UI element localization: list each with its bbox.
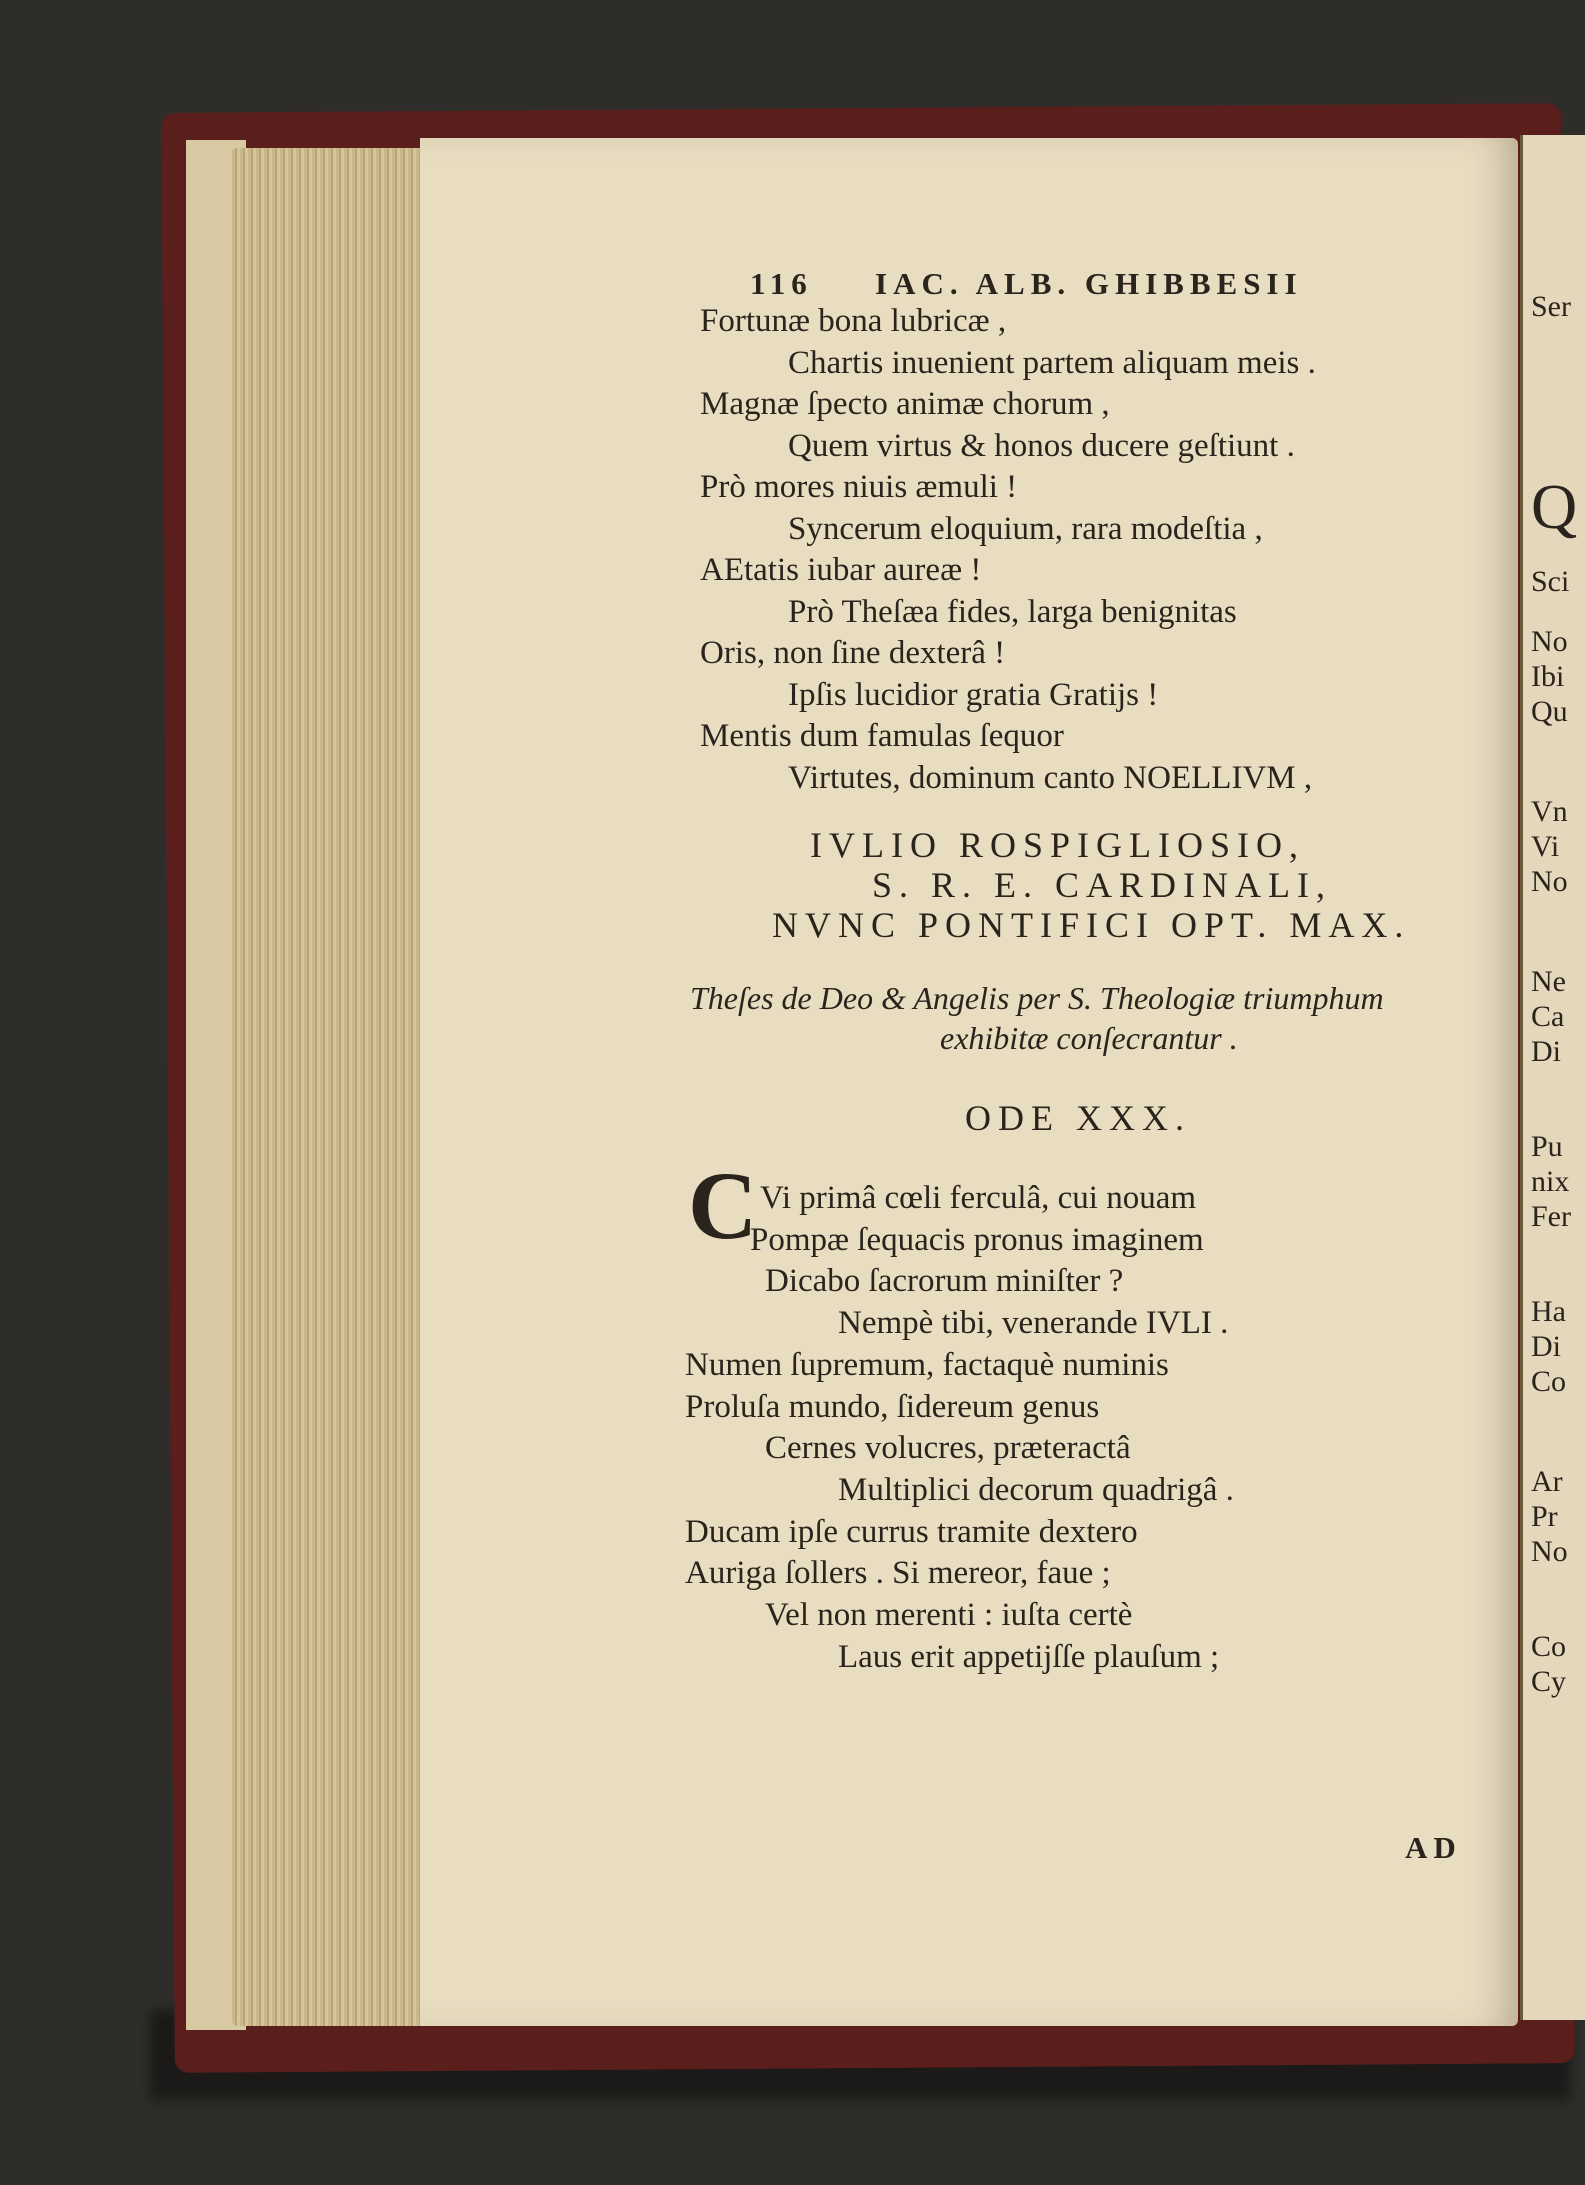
- facing-page-fragment: Qu: [1531, 695, 1568, 728]
- ode-line: Proluſa mundo, ſidereum genus: [685, 1388, 1100, 1425]
- poem-line: Mentis dum famulas ſequor: [700, 718, 1064, 754]
- poem-line: AEtatis iubar aureæ !: [700, 552, 982, 588]
- dedication-line: IVLIO ROSPIGLIOSIO,: [810, 825, 1305, 865]
- poem-line: Syncerum eloquium, rara modeſtia ,: [788, 510, 1263, 547]
- ode-line: Pompæ ſequacis pronus imaginem: [750, 1221, 1204, 1258]
- subtitle-line: exhibitæ conſecrantur .: [940, 1020, 1238, 1056]
- facing-page-fragment: Ne: [1531, 965, 1566, 998]
- poem-line: Oris, non ſine dexterâ !: [700, 635, 1006, 671]
- running-head: IAC. ALB. GHIBBESII: [875, 266, 1303, 301]
- facing-page-fragment: Ser: [1531, 290, 1571, 323]
- ode-line: Cernes volucres, præteractâ: [765, 1430, 1131, 1467]
- page-stack: [232, 148, 428, 2026]
- facing-page-fragment: Ha: [1531, 1295, 1566, 1328]
- catchword: AD: [1405, 1830, 1462, 1865]
- facing-page-fragment: Ca: [1531, 1000, 1565, 1033]
- poem-line: Prò Theſæa fides, larga benignitas: [788, 593, 1237, 630]
- ode-line: Ducam ipſe currus tramite dextero: [685, 1513, 1138, 1550]
- facing-page-fragment: Di: [1531, 1330, 1561, 1363]
- ode-line: Numen ſupremum, factaquè numinis: [685, 1346, 1169, 1383]
- facing-page-fragment: nix: [1531, 1165, 1570, 1198]
- ode-line: Laus erit appetijſſe plauſum ;: [838, 1638, 1220, 1675]
- facing-page-fragment: Ibi: [1531, 660, 1565, 693]
- dedication-line: S. R. E. CARDINALI,: [872, 865, 1333, 905]
- facing-page-fragment: Fer: [1531, 1200, 1571, 1233]
- page-text: [420, 138, 1518, 2026]
- ode-line: Nempè tibi, venerande IVLI .: [838, 1305, 1229, 1342]
- poem-line: Chartis inuenient partem aliquam meis .: [788, 344, 1316, 381]
- subtitle-line: Theſes de Deo & Angelis per S. Theologiæ triumphum: [690, 980, 1384, 1016]
- facing-page-fragment: Pr: [1531, 1500, 1558, 1533]
- dedication-line: NVNC PONTIFICI OPT. MAX.: [772, 905, 1411, 945]
- ode-line: Vi primâ cœli ferculâ, cui nouam: [760, 1180, 1197, 1216]
- ode-line: Auriga ſollers . Si mereor, faue ;: [685, 1555, 1111, 1592]
- facing-page-fragment: Vi: [1531, 830, 1560, 863]
- facing-page-fragment: Vn: [1531, 795, 1568, 828]
- facing-page-fragment: No: [1531, 865, 1568, 898]
- poem-line: Quem virtus & honos ducere geſtiunt .: [788, 427, 1295, 464]
- facing-page-fragment: Co: [1531, 1630, 1567, 1663]
- poem-line: Virtutes, dominum canto NOELLIVM ,: [788, 759, 1313, 796]
- poem-line: Fortunæ bona lubricæ ,: [700, 303, 1007, 339]
- facing-page-fragment: No: [1531, 625, 1568, 658]
- facing-page-fragment: Ar: [1531, 1465, 1563, 1498]
- facing-page-fragment: No: [1531, 1535, 1568, 1568]
- facing-page-fragment: Sci: [1531, 565, 1570, 598]
- drop-capital: C: [688, 1152, 758, 1259]
- poem-line: Magnæ ſpecto animæ chorum ,: [700, 386, 1110, 422]
- facing-page-fragment: Q: [1531, 471, 1578, 542]
- ode-line: Vel non merenti : iuſta certè: [765, 1597, 1133, 1633]
- ode-title: ODE XXX.: [965, 1098, 1191, 1138]
- poem-line: Prò mores niuis æmuli !: [700, 469, 1018, 505]
- poem-line: Ipſis lucidior gratia Gratijs !: [788, 676, 1159, 713]
- facing-page: [1520, 135, 1585, 2020]
- facing-page-fragment: Co: [1531, 1365, 1567, 1398]
- ode-line: Dicabo ſacrorum miniſter ?: [765, 1263, 1124, 1300]
- printed-page: [420, 138, 1518, 2026]
- ode-line: Multiplici decorum quadrigâ .: [838, 1471, 1234, 1508]
- page-number: 116: [750, 266, 813, 301]
- facing-page-fragment: Cy: [1531, 1665, 1567, 1698]
- facing-page-fragment: Pu: [1531, 1130, 1563, 1163]
- facing-page-fragment: Di: [1531, 1035, 1561, 1068]
